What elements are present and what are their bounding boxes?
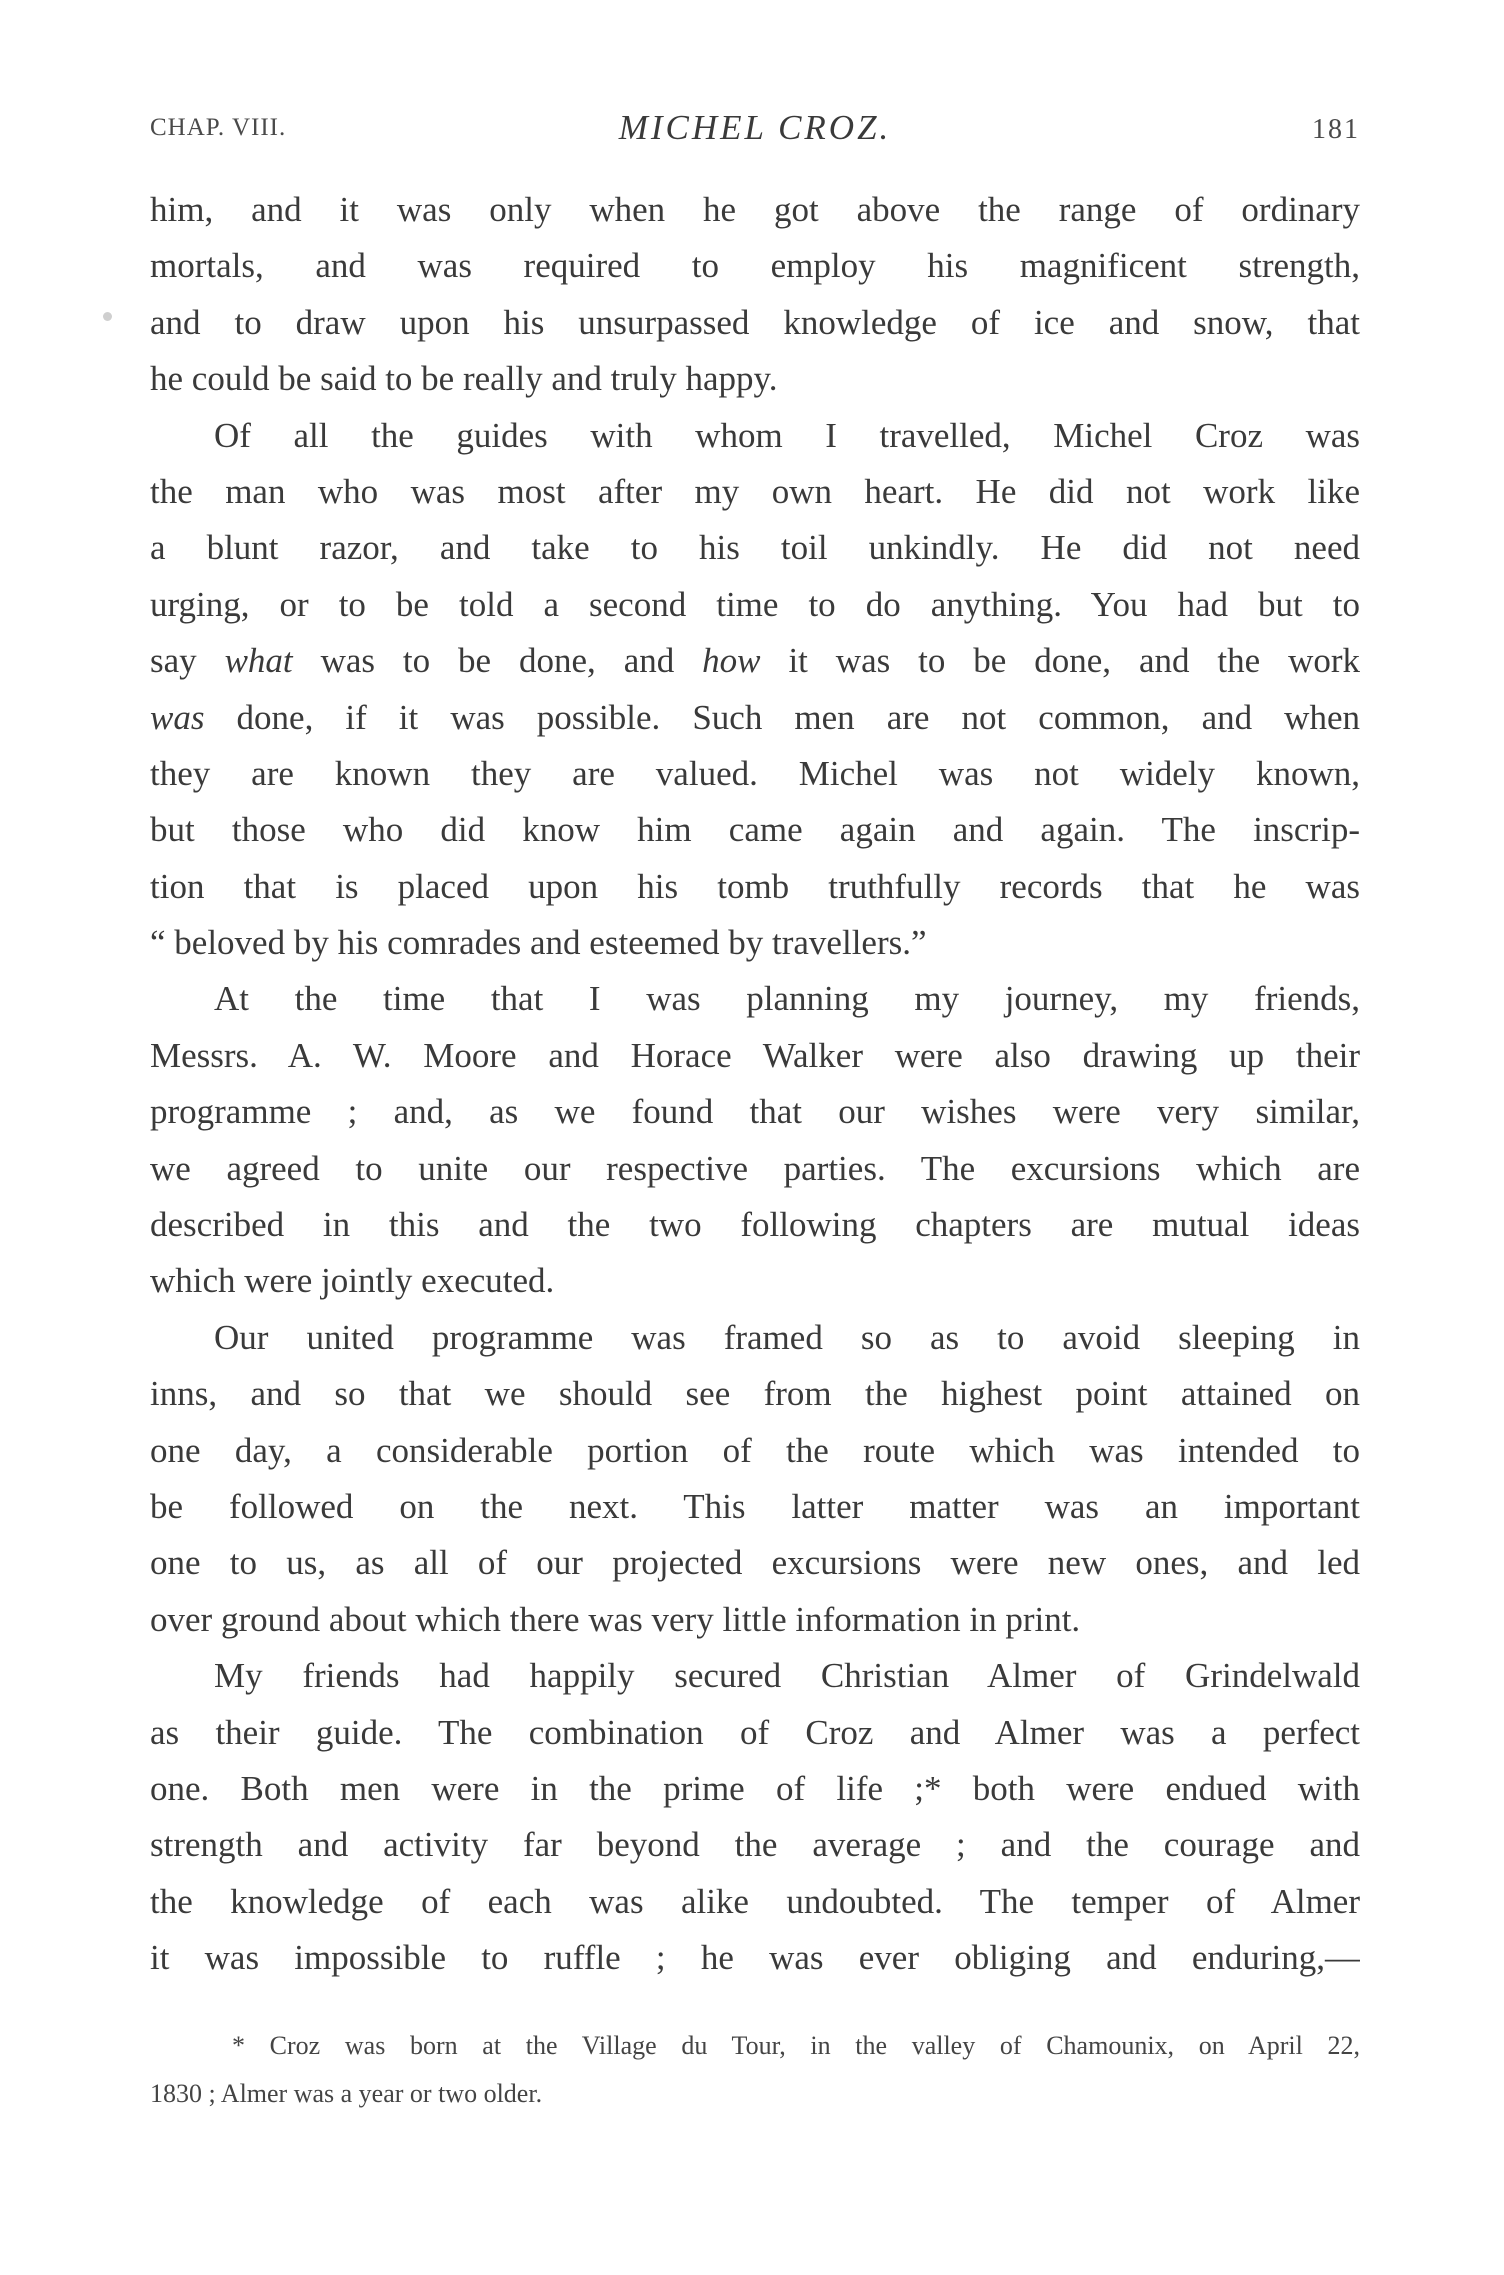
text-line: and to draw upon his unsurpassed knowledge of ice and snow, that (150, 302, 1360, 342)
paper-speck (103, 312, 112, 321)
text-line: but those who did know him came again and again. The inscrip- (150, 810, 1360, 850)
footnote (150, 2022, 1360, 2118)
italic-word: was (150, 697, 205, 737)
text-line: described in this and the two following chapters are mutual ideas (150, 1205, 1360, 1245)
paragraph-first-line: Our united programme was framed so as to avoid sleeping in (214, 1317, 1360, 1357)
line-segment: was to be done, and (292, 641, 703, 681)
text-line: strength and activity far beyond the average ; and the courage and (150, 1825, 1360, 1865)
italic-word: how (702, 641, 761, 681)
text-line: inns, and so that we should see from the highest point attained on (150, 1374, 1360, 1414)
paragraph-first-line: My friends had happily secured Christian Almer of Grindelwald (214, 1656, 1360, 1696)
paragraph-first-line: At the time that I was planning my journey, my friends, (214, 979, 1360, 1019)
footnote-line: 1830 ; Almer was a year or two older. (150, 2079, 543, 2108)
text-line: one to us, as all of our projected excursions were new ones, and led (150, 1543, 1360, 1583)
text-line: “ beloved by his comrades and esteemed by travellers.” (150, 923, 927, 963)
text-line: be followed on the next. This latter matter was an important (150, 1486, 1360, 1526)
line-segment: done, if it was possible. Such men are not common, and when (204, 697, 1360, 737)
text-line: as their guide. The combination of Croz and Almer was a perfect (150, 1712, 1360, 1752)
body-text (150, 182, 1360, 1987)
text-line: over ground about which there was very little information in print. (150, 1599, 1081, 1639)
italic-word: what (224, 641, 293, 681)
line-segment: it was to be done, and the work (760, 641, 1360, 681)
text-line-with-italics (150, 690, 1360, 746)
text-line: we agreed to unite our respective parties. The excursions which are (150, 1148, 1360, 1188)
text-line: which were jointly executed. (150, 1261, 555, 1301)
line-segment: say (150, 641, 225, 681)
text-line: one day, a considerable portion of the route which was intended to (150, 1430, 1360, 1470)
chapter-label: CHAP. VIII. (150, 114, 287, 141)
text-line: urging, or to be told a second time to do anything. You had but to (150, 584, 1360, 624)
text-line-with-italics (150, 633, 1360, 689)
text-line: tion that is placed upon his tomb truthfully records that he was (150, 866, 1360, 906)
text-line: he could be said to be really and truly happy. (150, 359, 778, 399)
text-line: the knowledge of each was alike undoubted. The temper of Almer (150, 1881, 1360, 1921)
text-line: him, and it was only when he got above the range of ordinary (150, 190, 1360, 229)
text-line: it was impossible to ruffle ; he was ever obliging and enduring,— (150, 1938, 1360, 1978)
footnote-line: * Croz was born at the Village du Tour, in the valley of Chamounix, on April 22, (232, 2031, 1360, 2060)
paragraph-first-line: Of all the guides with whom I travelled, Michel Croz was (214, 415, 1360, 455)
text-line: a blunt razor, and take to his toil unkindly. He did not need (150, 528, 1360, 568)
text-line: programme ; and, as we found that our wishes were very similar, (150, 1092, 1360, 1132)
running-header (150, 108, 1360, 158)
text-line: Messrs. A. W. Moore and Horace Walker were also drawing up their (150, 1035, 1360, 1075)
text-line: mortals, and was required to employ his magnificent strength, (150, 246, 1360, 286)
text-line: they are known they are valued. Michel was not widely known, (150, 753, 1360, 793)
running-title: MICHEL CROZ. (618, 108, 892, 147)
page-number: 181 (1312, 114, 1360, 145)
text-line: the man who was most after my own heart. He did not work like (150, 471, 1360, 511)
text-line: one. Both men were in the prime of life ;* both were endued with (150, 1768, 1360, 1808)
